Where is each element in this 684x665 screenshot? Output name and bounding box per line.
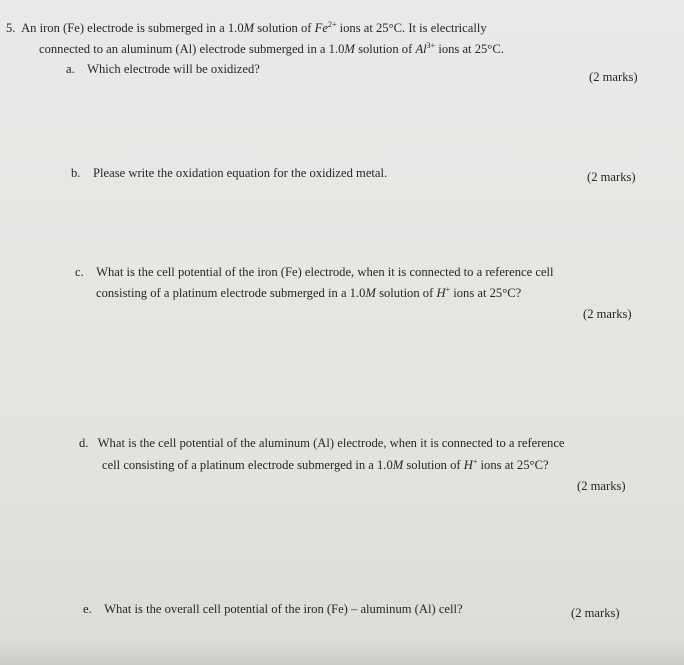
ion-charge: 3+ bbox=[426, 41, 436, 50]
question-stem-line-2 bbox=[39, 42, 504, 56]
stem-text: ions at 25°C. It is electrically bbox=[336, 21, 487, 35]
page-edge-shadow bbox=[0, 640, 684, 665]
part-c-label: c. bbox=[75, 265, 84, 279]
part-d-text: ions at 25°C? bbox=[477, 458, 549, 472]
part-e-marks: (2 marks) bbox=[571, 606, 620, 620]
question-number: 5. bbox=[6, 21, 16, 35]
part-d-line-1 bbox=[79, 436, 565, 450]
part-a-marks: (2 marks) bbox=[589, 70, 638, 84]
part-b-text bbox=[71, 166, 387, 180]
part-d-question: What is the cell potential of the aluminum (Al) electrode, when it is connected to a reference bbox=[97, 436, 565, 450]
ion-symbol: H bbox=[463, 458, 473, 472]
part-c-marks: (2 marks) bbox=[583, 307, 632, 321]
part-a-question: Which electrode will be oxidized? bbox=[87, 62, 260, 76]
stem-text: solution of bbox=[354, 42, 416, 56]
molarity-unit: M bbox=[243, 21, 255, 35]
molarity-unit: M bbox=[365, 286, 376, 300]
question-stem-line-1 bbox=[6, 21, 487, 35]
part-c-line-1 bbox=[75, 265, 554, 279]
part-d-label: d. bbox=[79, 436, 89, 450]
part-b-marks: (2 marks) bbox=[587, 170, 636, 184]
stem-text: ions at 25°C. bbox=[435, 42, 504, 56]
part-d-marks: (2 marks) bbox=[577, 479, 626, 493]
part-b-question: Please write the oxidation equation for the oxidized metal. bbox=[93, 166, 388, 180]
ion-charge: 2+ bbox=[327, 20, 337, 29]
ion-symbol: Fe bbox=[314, 21, 328, 35]
part-a-label: a. bbox=[66, 62, 75, 76]
part-e-label: e. bbox=[83, 602, 92, 616]
ion-charge: + bbox=[445, 285, 451, 294]
part-d-line-2 bbox=[102, 458, 549, 472]
ion-symbol: Al bbox=[415, 42, 427, 56]
part-c-line-2 bbox=[96, 286, 521, 300]
stem-text: connected to an aluminum (Al) electrode submerged in a 1.0 bbox=[39, 42, 345, 56]
ion-symbol: H bbox=[436, 286, 446, 300]
part-c-question: What is the cell potential of the iron (Fe) electrode, when it is connected to a reference cell bbox=[96, 265, 554, 279]
part-b-label: b. bbox=[71, 166, 81, 180]
molarity-unit: M bbox=[392, 458, 404, 472]
part-d-text: solution of bbox=[403, 458, 464, 472]
molarity-unit: M bbox=[344, 42, 355, 56]
ion-charge: + bbox=[472, 457, 478, 466]
part-e-question: What is the overall cell potential of the iron (Fe) – aluminum (Al) cell? bbox=[104, 602, 463, 616]
stem-text: An iron (Fe) electrode is submerged in a 1.0 bbox=[21, 21, 244, 35]
part-c-text: ions at 25°C? bbox=[450, 286, 522, 300]
part-c-text: solution of bbox=[375, 286, 437, 300]
stem-text: solution of bbox=[254, 21, 315, 35]
part-d-text: cell consisting of a platinum electrode submerged in a 1.0 bbox=[102, 458, 393, 472]
part-e-text bbox=[83, 602, 463, 616]
part-c-text: consisting of a platinum electrode submerged in a 1.0 bbox=[96, 286, 366, 300]
part-a-text bbox=[66, 62, 260, 76]
